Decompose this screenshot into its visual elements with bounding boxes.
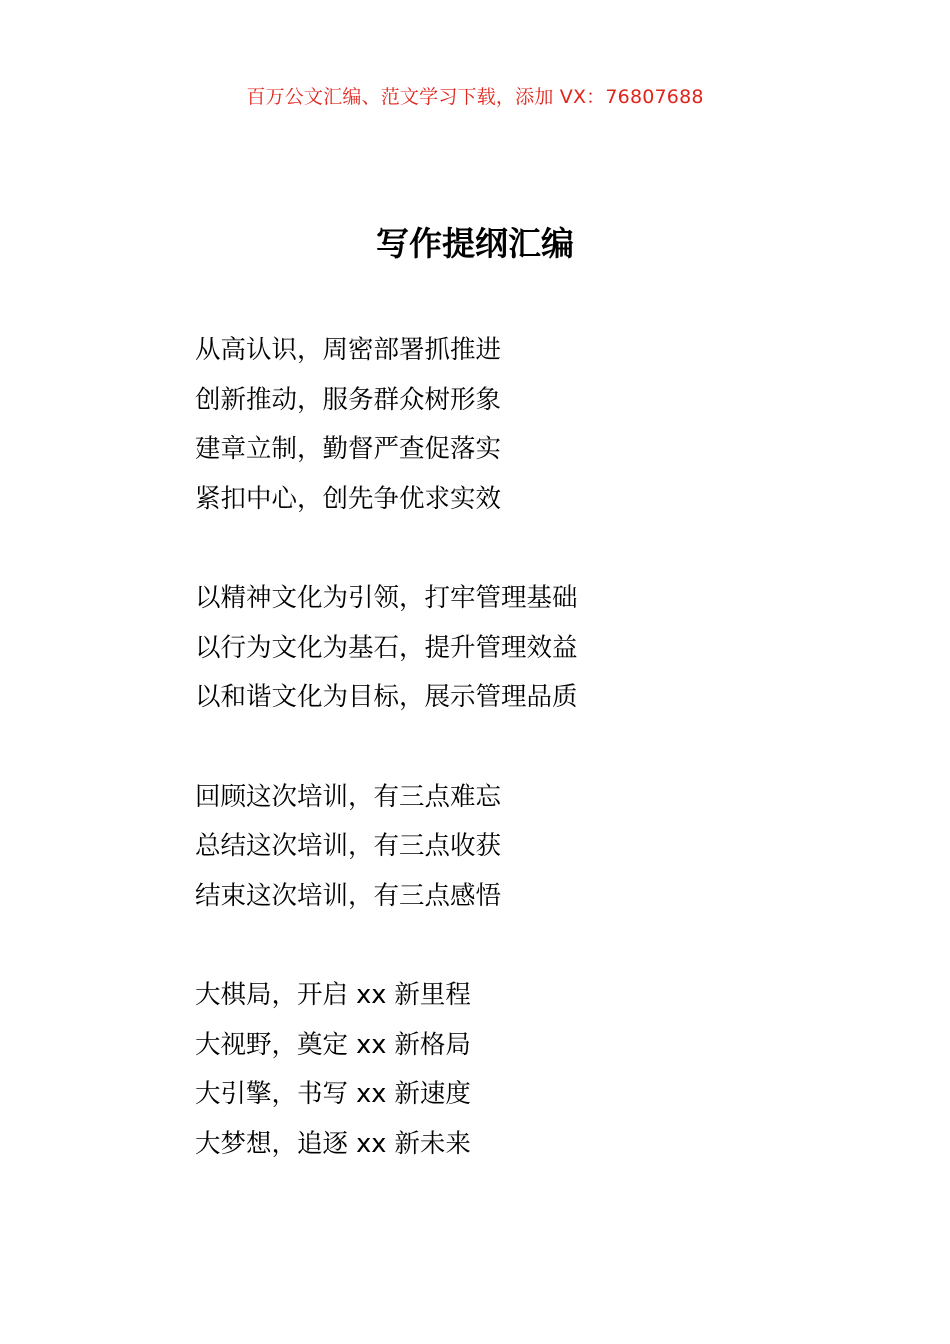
outline-group-4	[195, 971, 895, 1169]
outline-line: 总结这次培训，有三点收获	[195, 831, 502, 861]
outline-line: 从高认识，周密部署抓推进	[195, 335, 502, 365]
outline-line: 大视野，奠定 xx 新格局	[195, 1029, 471, 1060]
outline-line: 建章立制，勤督严查促落实	[195, 434, 502, 464]
document-body	[195, 326, 895, 1219]
outline-line: 大梦想，追逐 xx 新未来	[195, 1128, 471, 1159]
outline-group-2	[195, 574, 895, 723]
outline-line: 大棋局，开启 xx 新里程	[195, 980, 471, 1010]
document-title: 写作提纲汇编	[376, 224, 574, 263]
outline-line: 紧扣中心，创先争优求实效	[195, 483, 502, 514]
outline-line: 以行为文化为基石，提升管理效益	[195, 632, 578, 663]
outline-line: 创新推动，服务群众树形象	[195, 384, 502, 415]
outline-group-3	[195, 773, 895, 922]
outline-line: 结束这次培训，有三点感悟	[195, 880, 502, 911]
outline-line: 以和谐文化为目标，展示管理品质	[195, 682, 578, 712]
outline-line: 以精神文化为引领，打牢管理基础	[195, 583, 578, 613]
outline-group-1	[195, 326, 895, 524]
header-note: 百万公文汇编、范文学习下载，添加 VX：76807688	[246, 86, 704, 108]
outline-line: 大引擎，书写 xx 新速度	[195, 1079, 471, 1109]
outline-line: 回顾这次培训，有三点难忘	[195, 781, 502, 812]
